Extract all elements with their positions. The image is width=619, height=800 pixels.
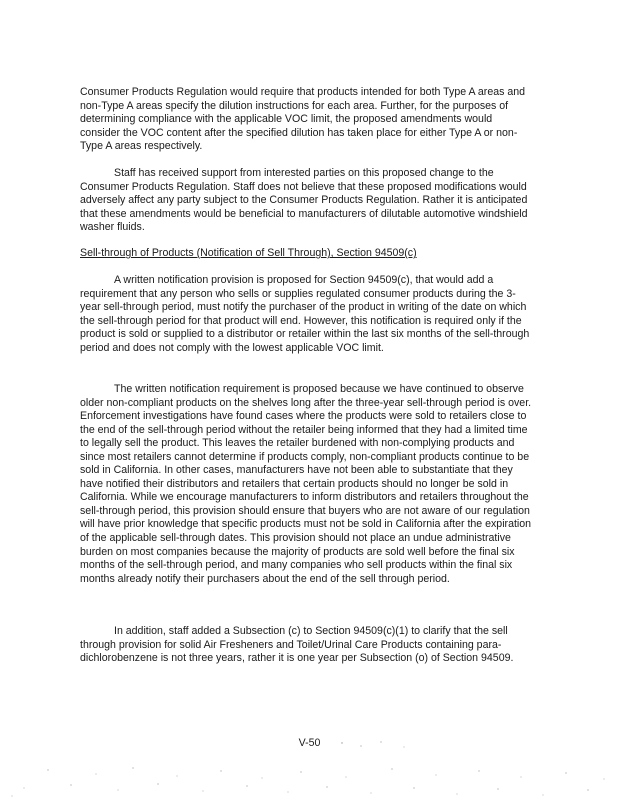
paragraph-subsection-addition: In addition, staff added a Subsection (c) to Section 94509(c)(1) to clarify that the sell through provision for solid Air Fresheners and Toilet/Urinal Care Products containing para-dichlorobenzene is not three years, rather it is one year per Subsection (o) of Section 94509.	[80, 625, 514, 665]
paragraph-notification-rationale: The written notification requirement is proposed because we have continued to observe older non-compliant products on the shelves long after the three-year sell-through period is over. Enforcement investigations have found cases where the products were sold to retailers close to the end of the sell-through period without the retailer being informed that they had a limited time to legally sell the product. This leaves the retailer burdened with non-complying products and since most retailers cannot determine if products comply, non-compliant products continue to be sold in California. In other cases, manufacturers have not been able to substantiate that they have notified their distributors and retailers that certain products should no longer be sold in California. While we encourage manufacturers to inform distributors and retailers throughout the sell-through period, this provision should ensure that buyers who are not aware of our regulation will have prior knowledge that specific products must not be sold in California after the expiration of the applicable sell-through dates. This provision should not place an undue administrative burden on most companies because the majority of products are sold well before the final six months of the sell-through period, and many companies who sell products within the final six months already notify their purchasers about the end of the sell through period.	[80, 383, 532, 585]
paragraph-stakeholder-support: Staff has received support from interested parties on this proposed change to the Consumer Products Regulation. Staff does not believe that these proposed modifications would adversely affect any party subject to the Consumer Products Regulation. Rather it is anticipated that these amendments would be beneficial to manufacturers of dilutable automotive windshield washer fluids.	[80, 167, 528, 234]
section-heading: Sell-through of Products (Notification of Sell Through), Section 94509(c)	[80, 247, 417, 259]
paragraph-notification-provision: A written notification provision is proposed for Section 94509(c), that would add a requirement that any person who sells or supplies regulated consumer products during the 3-year sell-through period, must notify the purchaser of the product in writing of the date on which the sell-through period for that product will end. However, this notification is required only if the product is sold or supplied to a distributor or retailer within the last six months of the sell-through period and does not comply with the lowest applicable VOC limit.	[80, 274, 530, 354]
page-number: V-50	[298, 737, 321, 749]
scan-noise-specks	[0, 730, 619, 800]
paragraph-type-a-dilution: Consumer Products Regulation would require that products intended for both Type A areas and non-Type A areas specify the dilution instructions for each area. Further, for the purposes of determining compliance with the applicable VOC limit, the proposed amendments would consider the VOC content after the specified dilution has taken place for either Type A or non-Type A areas respectively.	[80, 86, 526, 153]
